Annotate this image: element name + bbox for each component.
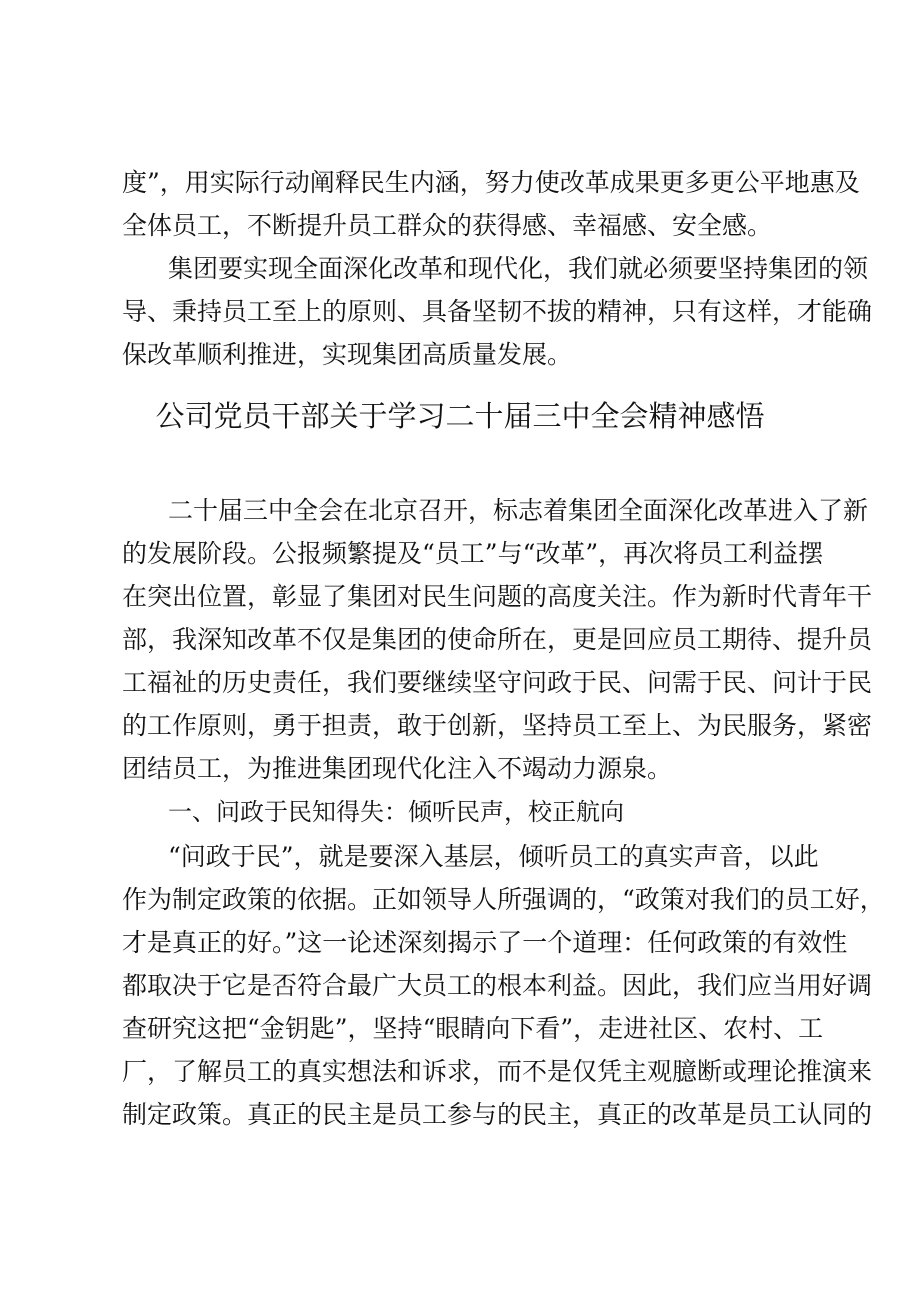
body-text-line: 的发展阶段。公报频繁提及“员工”与“改革”，再次将员工利益摆 — [122, 539, 824, 568]
body-text-line: 度”，用实际行动阐释民生内涵，努力使改革成果更多更公平地惠及 — [122, 168, 860, 197]
body-text-line: 工福祉的历史责任，我们要继续坚守问政于民、问需于民、问计于民 — [122, 668, 873, 697]
body-text-line: 导、秉持员工至上的原则、具备坚韧不拔的精神，只有这样，才能确 — [122, 297, 873, 326]
body-text-line: 部，我深知改革不仅是集团的使命所在，更是回应员工期待、提升员 — [122, 625, 873, 654]
section-heading: 一、问政于民知得失：倾听民声，校正航向 — [168, 798, 624, 826]
body-text-line: 才是真正的好。”这一论述深刻揭示了一个道理：任何政策的有效性 — [122, 928, 848, 957]
article-title: 公司党员干部关于学习二十届三中全会精神感悟 — [155, 399, 765, 433]
body-text-line: “问政于民”，就是要深入基层，倾听员工的真实声音，以此 — [168, 842, 819, 871]
body-text-line: 保改革顺利推进，实现集团高质量发展。 — [122, 340, 573, 369]
body-text-line: 团结员工，为推进集团现代化注入不竭动力源泉。 — [122, 754, 673, 783]
body-text-line: 全体员工，不断提升员工群众的获得感、幸福感、安全感。 — [122, 211, 773, 240]
body-text-line: 在突出位置，彰显了集团对民生问题的高度关注。作为新时代青年干 — [122, 582, 873, 611]
body-text-line: 查研究这把“金钥匙”，坚持“眼睛向下看”，走进社区、农村、工 — [122, 1014, 824, 1043]
body-text-line: 制定政策。真正的民主是员工参与的民主，真正的改革是员工认同的 — [122, 1100, 873, 1129]
body-text-line: 厂，了解员工的真实想法和诉求，而不是仅凭主观臆断或理论推演来 — [122, 1057, 873, 1086]
body-text-line: 的工作原则，勇于担责，敢于创新，坚持员工至上、为民服务，紧密 — [122, 711, 873, 740]
body-text-line: 集团要实现全面深化改革和现代化，我们就必须要坚持集团的领 — [168, 254, 869, 283]
body-text-line: 作为制定政策的依据。正如领导人所强调的，“政策对我们的员工好， — [122, 885, 885, 914]
body-text-line: 二十届三中全会在北京召开，标志着集团全面深化改革进入了新 — [168, 496, 869, 525]
body-text-line: 都取决于它是否符合最广大员工的根本利益。因此，我们应当用好调 — [122, 971, 873, 1000]
